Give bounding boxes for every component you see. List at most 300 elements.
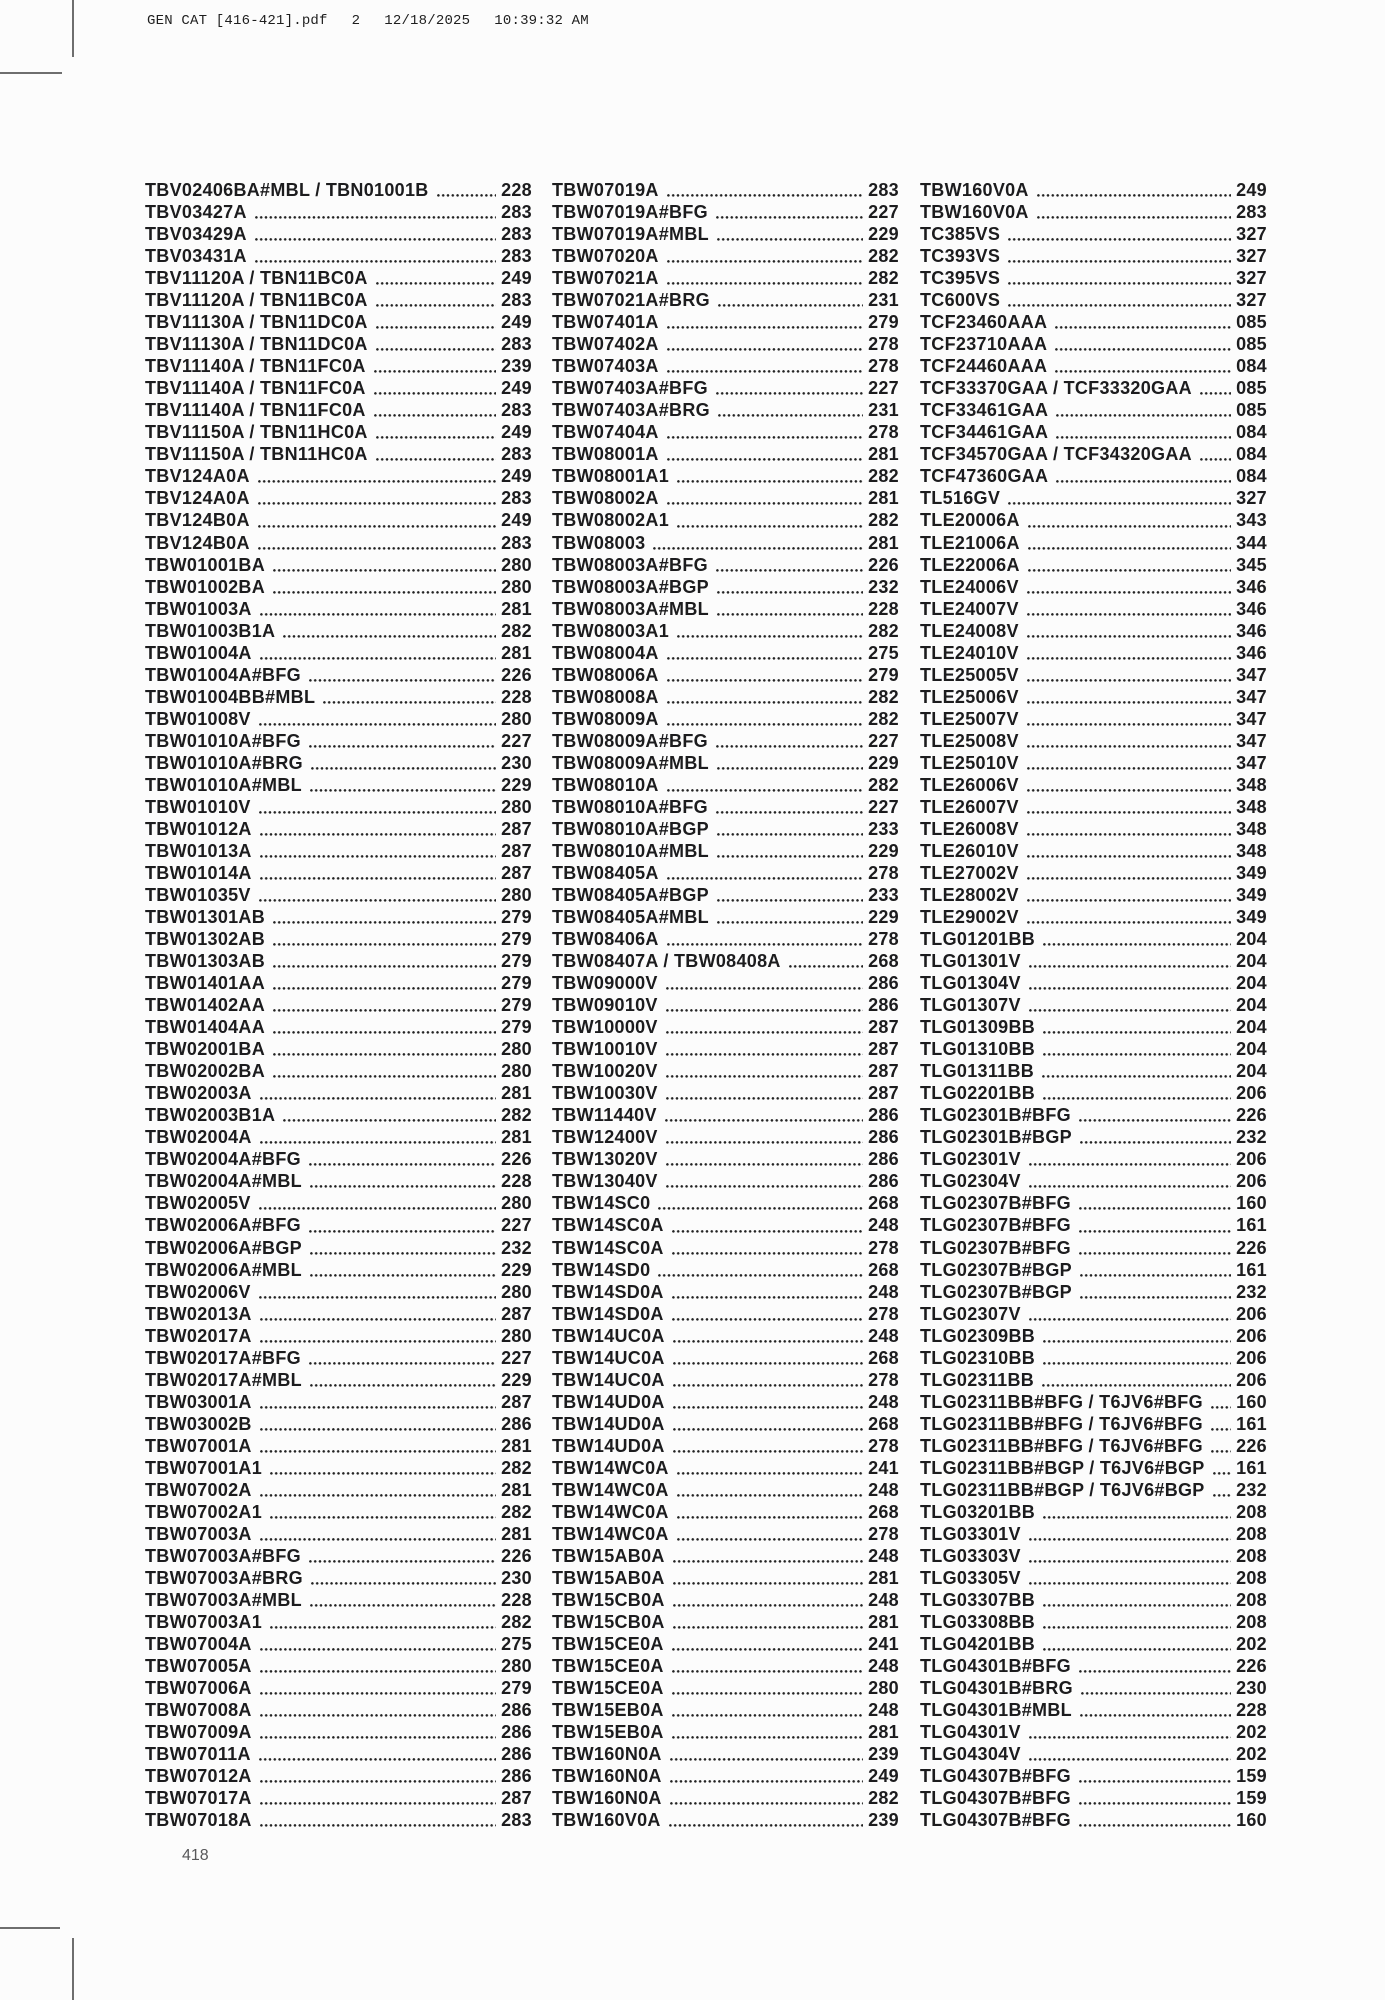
part-code: TBW07003A#MBL	[145, 1590, 302, 1610]
page-ref: 229	[501, 774, 532, 795]
index-entry	[145, 1303, 532, 1325]
index-entry	[552, 1104, 899, 1126]
dot-leader	[672, 1699, 863, 1721]
part-code: TBW160N0A	[552, 1766, 662, 1787]
index-entry	[552, 1259, 899, 1281]
dot-leader	[260, 1413, 496, 1435]
part-code: TBW08009A#MBL	[552, 752, 709, 773]
index-entry	[920, 355, 1267, 377]
index-entry	[552, 355, 899, 377]
dot-leader	[673, 1611, 863, 1633]
page-ref: 286	[868, 995, 899, 1016]
dot-leader	[255, 245, 496, 267]
part-code: TBW08003A#BFG	[552, 554, 708, 575]
dot-leader	[260, 1787, 496, 1809]
index-entry	[552, 179, 899, 201]
index-entry	[920, 642, 1267, 664]
dot-leader	[1029, 950, 1231, 972]
index-entry	[920, 487, 1267, 509]
page-ref: 239	[868, 1744, 899, 1765]
dot-leader	[1043, 928, 1231, 950]
dot-leader	[260, 1126, 496, 1148]
index-entry	[920, 664, 1267, 686]
part-code: TBV124B0A	[145, 532, 250, 553]
page-ref: 345	[1236, 554, 1267, 575]
part-code: TBW14SC0	[552, 1193, 651, 1214]
part-code: TBW02006A#BGP	[145, 1237, 302, 1258]
part-code: TBW07017A	[145, 1788, 252, 1809]
dot-leader	[1043, 1038, 1231, 1060]
index-entry	[920, 554, 1267, 576]
dot-leader	[376, 333, 496, 355]
page-ref: 347	[1236, 664, 1267, 685]
index-entry	[145, 1214, 532, 1236]
dot-leader	[309, 1148, 496, 1170]
page-ref: 278	[868, 1237, 899, 1258]
part-code: TLG04301V	[920, 1722, 1021, 1743]
dot-leader	[677, 620, 863, 642]
index-entry	[552, 1457, 899, 1479]
index-entry	[145, 1765, 532, 1787]
dot-leader	[673, 1369, 863, 1391]
part-code: TBW01008V	[145, 708, 251, 729]
page-ref: 286	[501, 1700, 532, 1721]
index-column-3	[920, 179, 1267, 1831]
part-code: TBW07001A1	[145, 1457, 263, 1478]
page-ref: 280	[501, 1325, 532, 1346]
part-code: TBW01010A#BFG	[145, 730, 301, 751]
part-code: TBW08001A	[552, 444, 659, 465]
index-entry	[145, 355, 532, 377]
page-ref: 286	[868, 1149, 899, 1170]
index-entry	[145, 928, 532, 950]
part-code: TBW07019A#MBL	[552, 224, 709, 245]
part-code: TBW15CE0A	[552, 1656, 664, 1677]
page-ref: 287	[501, 1303, 532, 1324]
dot-leader	[677, 509, 863, 531]
part-code: TLE20006A	[920, 510, 1020, 531]
page-ref: 280	[501, 554, 532, 575]
dot-leader	[309, 664, 496, 686]
dot-leader	[716, 201, 863, 223]
dot-leader	[1055, 333, 1231, 355]
index-entry	[145, 245, 532, 267]
page-ref: 280	[501, 1193, 532, 1214]
part-code: TBW08006A	[552, 664, 659, 685]
dot-leader	[1055, 311, 1231, 333]
dot-leader	[310, 1369, 496, 1391]
index-entry	[145, 1038, 532, 1060]
part-code: TCF47360GAA	[920, 466, 1049, 487]
page-ref: 084	[1236, 444, 1267, 465]
part-code: TLE26006V	[920, 774, 1019, 795]
index-entry	[920, 1545, 1267, 1567]
dot-leader	[259, 1192, 496, 1214]
part-code: TBW07021A#BRG	[552, 290, 710, 311]
dot-leader	[673, 1347, 863, 1369]
part-code: TBV11130A / TBN11DC0A	[145, 312, 368, 333]
page-ref: 327	[1236, 224, 1267, 245]
page-ref: 278	[868, 1369, 899, 1390]
page-ref: 208	[1236, 1523, 1267, 1544]
index-entry	[920, 620, 1267, 642]
page-ref: 227	[501, 1215, 532, 1236]
page-ref: 278	[868, 334, 899, 355]
page-ref: 283	[868, 180, 899, 200]
part-code: TBW07008A	[145, 1700, 252, 1721]
dot-leader	[255, 201, 496, 223]
page-ref: 281	[868, 488, 899, 509]
index-entry	[552, 443, 899, 465]
page-ref: 286	[501, 1413, 532, 1434]
crop-mark-bottom-left-vertical	[72, 1938, 74, 2000]
part-code: TLG01201BB	[920, 929, 1036, 950]
crop-mark-bottom-left-horizontal	[0, 1927, 60, 1929]
page-ref: 232	[1236, 1281, 1267, 1302]
part-code: TBW01013A	[145, 840, 252, 861]
dot-leader	[376, 421, 496, 443]
part-code: TBW08010A#BFG	[552, 796, 708, 817]
part-code: TBV11140A / TBN11FC0A	[145, 400, 366, 421]
part-code: TBV11150A / TBN11HC0A	[145, 422, 368, 443]
index-entry	[552, 1148, 899, 1170]
dot-leader	[309, 1545, 496, 1567]
dot-leader	[1213, 1479, 1231, 1501]
index-entry	[920, 1237, 1267, 1259]
page-ref: 344	[1236, 532, 1267, 553]
part-code: TBW07012A	[145, 1766, 252, 1787]
page-ref: 283	[501, 400, 532, 421]
index-entry	[145, 1325, 532, 1347]
index-entry	[145, 179, 532, 201]
page-ref: 278	[868, 862, 899, 883]
page-ref: 282	[868, 466, 899, 487]
page-ref: 278	[868, 1523, 899, 1544]
part-code: TLE28002V	[920, 885, 1019, 905]
part-code: TLG02307B#BGP	[920, 1259, 1072, 1280]
index-entry	[920, 1589, 1267, 1611]
page-ref: 208	[1236, 1567, 1267, 1588]
page-number: 418	[182, 1847, 209, 1864]
page-ref: 278	[868, 1435, 899, 1456]
page-ref: 249	[501, 422, 532, 443]
part-code: TBW160N0A	[552, 1788, 662, 1809]
dot-leader	[270, 1457, 496, 1479]
index-entry	[920, 928, 1267, 950]
dot-leader	[283, 1104, 496, 1126]
part-code: TBW08002A	[552, 488, 659, 509]
index-entry	[145, 1567, 532, 1589]
index-entry	[145, 311, 532, 333]
index-entry	[145, 576, 532, 598]
part-code: TLE24007V	[920, 598, 1019, 619]
part-code: TLG04201BB	[920, 1634, 1036, 1655]
part-code: TBW07404A	[552, 422, 659, 443]
index-entry	[145, 1413, 532, 1435]
dot-leader	[673, 1435, 863, 1457]
part-code: TBW01004A#BFG	[145, 664, 301, 685]
page-ref: 160	[1236, 1810, 1267, 1831]
page-ref: 085	[1236, 400, 1267, 421]
dot-leader	[670, 1743, 863, 1765]
index-entry	[552, 1281, 899, 1303]
dot-leader	[672, 1633, 863, 1655]
page-ref: 230	[501, 1567, 532, 1588]
index-entry	[552, 620, 899, 642]
index-entry	[145, 377, 532, 399]
part-code: TBW08003A#MBL	[552, 598, 709, 619]
part-code: TLG02311BB#BFG / T6JV6#BFG	[920, 1413, 1203, 1434]
dot-leader	[258, 509, 496, 531]
index-entry	[920, 1214, 1267, 1236]
index-entry	[145, 1347, 532, 1369]
dot-leader	[667, 443, 863, 465]
dot-leader	[311, 1567, 496, 1589]
dot-leader	[260, 1765, 496, 1787]
dot-leader	[1029, 1303, 1231, 1325]
dot-leader	[658, 1259, 863, 1281]
page-ref: 202	[1236, 1634, 1267, 1655]
dot-leader	[717, 576, 863, 598]
part-code: TBW08405A#BGP	[552, 885, 709, 905]
index-entry	[920, 1259, 1267, 1281]
index-entry	[552, 289, 899, 311]
page-ref: 287	[868, 1083, 899, 1104]
page-ref: 282	[501, 1105, 532, 1126]
pdf-print-time: 10:39:32 AM	[494, 13, 589, 29]
part-code: TLE24008V	[920, 620, 1019, 641]
page-ref: 268	[868, 1413, 899, 1434]
page-ref: 347	[1236, 708, 1267, 729]
index-entry	[145, 267, 532, 289]
dot-leader	[667, 708, 863, 730]
dot-leader	[677, 1457, 863, 1479]
pdf-header-banner	[147, 13, 589, 29]
part-code: TBW08010A#MBL	[552, 840, 709, 861]
page-ref: 282	[868, 1788, 899, 1809]
index-entry	[552, 532, 899, 554]
part-code: TLG02301B#BFG	[920, 1105, 1071, 1126]
part-code: TLG02304V	[920, 1171, 1021, 1192]
part-code: TBV11140A / TBN11FC0A	[145, 378, 366, 399]
index-entry	[920, 884, 1267, 906]
index-entry	[552, 1765, 899, 1787]
page-ref: 202	[1236, 1744, 1267, 1765]
page-ref: 239	[501, 356, 532, 377]
part-code: TBW14UC0A	[552, 1369, 665, 1390]
part-code: TLG02310BB	[920, 1347, 1036, 1368]
dot-leader	[260, 862, 496, 884]
page-ref: 279	[501, 995, 532, 1016]
page-ref: 275	[868, 642, 899, 663]
part-code: TBW14SD0A	[552, 1281, 664, 1302]
dot-leader	[716, 730, 863, 752]
index-entry	[145, 487, 532, 509]
part-code: TLG02311BB#BGP / T6JV6#BGP	[920, 1479, 1205, 1500]
dot-leader	[717, 598, 863, 620]
part-code: TBW07403A#BFG	[552, 378, 708, 399]
part-code: TCF24460AAA	[920, 356, 1048, 377]
dot-leader	[260, 818, 496, 840]
page-ref: 349	[1236, 885, 1267, 905]
part-code: TBW14WC0A	[552, 1479, 669, 1500]
part-code: TLE26007V	[920, 796, 1019, 817]
page-ref: 206	[1236, 1325, 1267, 1346]
page-ref: 249	[501, 510, 532, 531]
dot-leader	[1081, 1677, 1231, 1699]
page-ref: 287	[868, 1061, 899, 1082]
dot-leader	[273, 994, 496, 1016]
index-entry	[920, 1523, 1267, 1545]
index-entry	[552, 1545, 899, 1567]
dot-leader	[260, 1677, 496, 1699]
page-ref: 084	[1236, 422, 1267, 443]
dot-leader	[673, 1545, 863, 1567]
part-code: TBW13020V	[552, 1149, 658, 1170]
part-code: TLE26008V	[920, 818, 1019, 839]
dot-leader	[311, 752, 496, 774]
part-code: TBW15CB0A	[552, 1590, 665, 1610]
part-code: TBW160V0A	[552, 1810, 661, 1831]
part-code: TBW07401A	[552, 312, 659, 333]
part-code: TBW13040V	[552, 1171, 658, 1192]
dot-leader	[1080, 1126, 1231, 1148]
part-code: TBW07003A#BFG	[145, 1545, 301, 1566]
index-entry	[552, 1699, 899, 1721]
part-code: TBW01010V	[145, 796, 251, 817]
index-entry	[145, 598, 532, 620]
crop-mark-top-left-vertical	[72, 0, 74, 57]
dot-leader	[667, 686, 863, 708]
dot-leader	[323, 686, 496, 708]
dot-leader	[374, 377, 496, 399]
page-ref: 347	[1236, 730, 1267, 751]
index-entry	[552, 1038, 899, 1060]
part-code: TBW01303AB	[145, 951, 266, 972]
dot-leader	[666, 1038, 863, 1060]
dot-leader	[667, 928, 863, 950]
page-ref: 161	[1236, 1413, 1267, 1434]
page-ref: 281	[868, 1612, 899, 1633]
dot-leader	[666, 1016, 863, 1038]
index-entry	[552, 1809, 899, 1831]
dot-leader	[1027, 730, 1231, 752]
dot-leader	[1079, 1104, 1231, 1126]
part-code: TBW01012A	[145, 818, 252, 839]
part-code: TBW02006A#MBL	[145, 1259, 302, 1280]
part-code: TLG02311BB#BFG / T6JV6#BFG	[920, 1391, 1203, 1412]
page-ref: 283	[501, 532, 532, 553]
page-ref: 346	[1236, 576, 1267, 597]
page-ref: 343	[1236, 510, 1267, 531]
dot-leader	[666, 994, 863, 1016]
part-code: TLG02307B#BFG	[920, 1237, 1071, 1258]
part-code: TBV124B0A	[145, 510, 250, 531]
index-entry	[552, 796, 899, 818]
index-entry	[920, 818, 1267, 840]
index-entry	[920, 1148, 1267, 1170]
part-code: TLE25005V	[920, 664, 1019, 685]
part-code: TLG02307V	[920, 1303, 1021, 1324]
index-entry	[145, 1523, 532, 1545]
index-entry	[552, 818, 899, 840]
index-entry	[920, 576, 1267, 598]
part-code: TBW01010A#BRG	[145, 752, 303, 773]
page-ref: 206	[1236, 1303, 1267, 1324]
page-ref: 084	[1236, 356, 1267, 377]
dot-leader	[667, 642, 863, 664]
index-entry	[920, 862, 1267, 884]
dot-leader	[273, 906, 496, 928]
index-entry	[920, 1655, 1267, 1677]
page-ref: 283	[501, 444, 532, 465]
dot-leader	[376, 289, 496, 311]
dot-leader	[672, 1655, 863, 1677]
part-code: TLG02307B#BGP	[920, 1281, 1072, 1302]
part-code: TBW01401AA	[145, 973, 266, 994]
dot-leader	[270, 1501, 496, 1523]
index-entry	[552, 1369, 899, 1391]
part-code: TBW02006V	[145, 1281, 251, 1302]
page-ref: 160	[1236, 1391, 1267, 1412]
dot-leader	[1027, 840, 1231, 862]
part-code: TLG04301B#BRG	[920, 1678, 1073, 1699]
page-ref: 286	[501, 1722, 532, 1743]
part-code: TBW02003B1A	[145, 1105, 276, 1126]
page-ref: 161	[1236, 1259, 1267, 1280]
page-ref: 206	[1236, 1083, 1267, 1104]
page-ref: 279	[501, 907, 532, 928]
page-ref: 229	[868, 752, 899, 773]
part-code: TBW10010V	[552, 1039, 658, 1060]
page-ref: 229	[868, 224, 899, 245]
part-code: TBV03431A	[145, 246, 247, 267]
index-entry	[145, 972, 532, 994]
index-entry	[145, 1369, 532, 1391]
part-code: TLG02311BB#BFG / T6JV6#BFG	[920, 1435, 1203, 1456]
index-entry	[145, 1655, 532, 1677]
part-code: TBW02005V	[145, 1193, 251, 1214]
dot-leader	[260, 598, 496, 620]
page-ref: 208	[1236, 1612, 1267, 1633]
dot-leader	[667, 267, 863, 289]
page-ref: 278	[868, 356, 899, 377]
page-ref: 268	[868, 1501, 899, 1522]
dot-leader	[1079, 1787, 1231, 1809]
page-ref: 279	[868, 312, 899, 333]
page-ref: 278	[868, 422, 899, 443]
index-entry	[552, 1126, 899, 1148]
page-ref: 279	[501, 951, 532, 972]
dot-leader	[718, 289, 863, 311]
index-entry	[920, 972, 1267, 994]
index-entry	[920, 311, 1267, 333]
page-ref: 249	[501, 466, 532, 487]
index-entry	[552, 1170, 899, 1192]
dot-leader	[1027, 862, 1231, 884]
index-entry	[552, 1501, 899, 1523]
index-entry	[920, 245, 1267, 267]
page-ref: 286	[868, 1127, 899, 1148]
index-entry	[552, 1016, 899, 1038]
part-code: TLG04301B#BFG	[920, 1656, 1071, 1677]
index-entry	[920, 730, 1267, 752]
part-code: TCF33461GAA	[920, 400, 1049, 421]
part-code: TBW01404AA	[145, 1017, 266, 1038]
part-code: TLG04307B#BFG	[920, 1788, 1071, 1809]
page-ref: 281	[868, 1567, 899, 1588]
part-code: TBW08010A#BGP	[552, 818, 709, 839]
